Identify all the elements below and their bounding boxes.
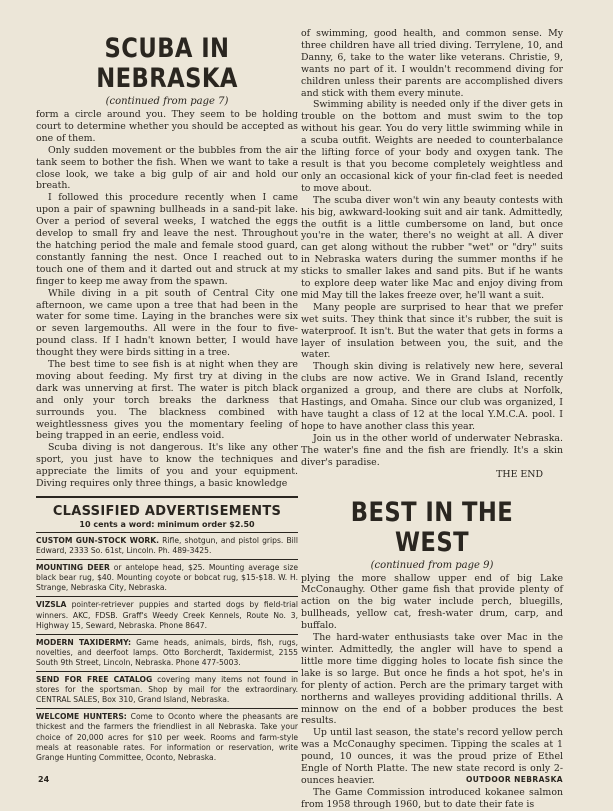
classified-ad bbox=[36, 600, 298, 630]
scuba-paragraph: The scuba diver won't win any beauty contests with his big, awkward-looking suit and air tank. Admittedly, the outfit is a little cumbersome on land, but once you're in the water, there's no weight at all. A diver can get along without the rubber "wet" or "dry" suits in Nebraska waters during the summer months if he sticks to smaller lakes and sand pits. But if he wants to explore deep water like Mac and enjoy diving from mid May till the lakes freeze over, he'll want a suit. bbox=[301, 194, 563, 301]
ad-heading: VIZSLA bbox=[36, 600, 67, 610]
ad-body: Rifle, shotgun, and pistol grips. Bill Edward, 2333 So. 61st, Lincoln. Ph. 489-3425. bbox=[36, 536, 298, 556]
ad-divider bbox=[36, 559, 298, 560]
scuba-paragraph: form a circle around you. They seem to be holding court to determine whether you should be accepted as one of them. bbox=[36, 109, 298, 144]
scuba-paragraph: Only sudden movement or the bubbles from the air tank seem to bother the fish. When we want to take a close look, we take a big gulp of air and hold our breath. bbox=[36, 144, 298, 192]
scuba-paragraph: While diving in a pit south of Central City one afternoon, we came upon a tree that had been in the water for some time. Laying in the branches were six or seven largemouths. All were in the four to five-pound class. If I hadn't known better, I would have thought they were birds sitting in a tree. bbox=[36, 287, 298, 359]
article-title-best-west: BEST IN THE WEST bbox=[350, 496, 514, 558]
ad-heading: WELCOME HUNTERS: bbox=[36, 712, 127, 722]
classified-ad bbox=[36, 536, 298, 556]
magazine-name: OUTDOOR NEBRASKA bbox=[465, 775, 563, 784]
ad-heading: MODERN TAXIDERMY: bbox=[36, 637, 131, 647]
scuba-paragraph: Many people are surprised to hear that we prefer wet suits. They think that since it's rubber, the suit is waterproof. It isn't. But the water that gets in forms a layer of insulation between you, the suit, and the water. bbox=[301, 301, 563, 361]
best-west-paragraph: plying the more shallow upper end of big Lake McConaughy. Other game fish that provide plenty of action on the big water include perch, bluegills, bullheads, yellow cat, fresh-water drum, carp, and buffalo. bbox=[301, 572, 563, 632]
ad-divider bbox=[36, 671, 298, 672]
scuba-paragraph: Though skin diving is relatively new here, several clubs are now active. We in Grand Island, recently organized a group, and there are clubs at Norfolk, Hastings, and Omaha. Since our club was organized, I have taught a class of 12 at the local Y.M.C.A. pool. I hope to have another class this year. bbox=[301, 361, 563, 432]
scuba-paragraph: I followed this procedure recently when I came upon a pair of spawning bullheads in a sand-pit lake. Over a period of several weeks, I watched the eggs develop to small fry and leave the nest. Throughout the hatching period the male and female stood guard, constantly fanning the nest. Once I reached out to touch one of them and it darted out and struck at my finger to keep me away from the spawn. bbox=[36, 192, 298, 287]
page-number: 24 bbox=[38, 775, 50, 784]
best-west-paragraph: Up until last season, the state's record yellow perch was a McConaughy specimen. Tipping the scales at 1 pound, 10 ounces, it was the proud prize of Ethel Engle of North Platte. The new state record is only 2-ounces heavier. bbox=[301, 727, 563, 786]
ad-body: Game heads, animals, birds, fish, rugs, novelties, and deerfoot lamps. Otto Borcherdt, Taxidermist, 2155 South 9th Street, Lincoln, Nebraska. Phone 477-5003. bbox=[36, 637, 298, 667]
classified-top-rule bbox=[36, 496, 298, 498]
ad-body: covering many items not found in stores for the sportsman. Shop by mail for the extraordinary. CENTRAL SALES, Box 310, Grand Island, Nebraska. bbox=[36, 675, 298, 705]
continued-note-scuba: (continued from page 7) bbox=[105, 96, 229, 107]
ad-divider bbox=[36, 634, 298, 635]
continued-note-best-west: (continued from page 9) bbox=[370, 559, 494, 571]
ad-body: or antelope head, $25. Mounting average size black bear rug, $40. Mounting coyote or bobcat rug, $15-$18. W. H. Strange, Nebraska City, Nebraska. bbox=[36, 563, 299, 593]
ad-divider bbox=[36, 708, 298, 709]
the-end-mark: THE END bbox=[496, 468, 543, 480]
ad-heading: MOUNTING DEER bbox=[36, 563, 110, 573]
scuba-paragraph: Scuba diving is not dangerous. It's like any other sport, you just have to know the techniques and appreciate the limits of you and your equipment. Diving requires only three things, a basic knowledge bbox=[36, 442, 298, 490]
ad-body: Come to Oconto where the pheasants are thickest and the farmers the friendliest in all Nebraska. Take your choice of 20,000 acres for $10 per week. Rooms and farm-style meals at reasonable rates. For information or reservation, write Grange Hunting Committee, Oconto, Nebraska. bbox=[36, 712, 298, 762]
scuba-paragraph: of swimming, good health, and common sense. My three children have all tried diving. Terrylene, 10, and Danny, 6, take to the water like veterans. Christie, 9, wants no part of it. I wouldn't recommend diving for children unless their parents are accomplished divers and stick with them every minute. bbox=[301, 28, 563, 99]
right-column bbox=[301, 28, 563, 811]
end-mark-row bbox=[301, 469, 563, 480]
ad-divider bbox=[36, 532, 298, 533]
left-column bbox=[36, 28, 298, 763]
ad-divider bbox=[36, 596, 298, 597]
scuba-paragraph: Swimming ability is needed only if the diver gets in trouble on the bottom and must swim to the top without his gear. You do very little swimming while in a scuba outfit. Weights are needed to counterbalance the lifting force of your body and oxygen tank. The result is that you become completely weightless and only an occasional kick of your fin-clad feet is needed to move about. bbox=[301, 99, 563, 194]
article-title-scuba: SCUBA IN NEBRASKA bbox=[96, 33, 238, 94]
classified-ad bbox=[36, 712, 298, 762]
best-west-paragraph: The hard-water enthusiasts take over Mac in the winter. Admittedly, the angler will have to spend a little more time digging holes to locate fish since the lake is so large. But once he finds a hot spot, he's in for plenty of action. Perch are the primary target with northerns and walleyes providing additional thrills. A minnow on the end of a bobber produces the best results. bbox=[301, 632, 563, 727]
classified-rate: 10 cents a word: minimum order $2.50 bbox=[79, 520, 255, 529]
classified-title: CLASSIFIED ADVERTISEMENTS bbox=[52, 504, 282, 519]
scuba-paragraph: The best time to see fish is at night when they are moving about feeding. My first try at diving in the dark was unnerving at first. The water is pitch black and only your torch breaks the darkness that surrounds you. The blackness combined with weightlessness gives you the momentary feeling of being trapped in an eerie, endless void. bbox=[36, 359, 298, 442]
classified-ad bbox=[36, 675, 298, 705]
ad-heading: SEND FOR FREE CATALOG bbox=[36, 675, 153, 685]
best-west-paragraph: The Game Commission introduced kokanee salmon from 1958 through 1960, but to date their fate is bbox=[301, 786, 563, 810]
scuba-paragraph: Join us in the other world of underwater Nebraska. The water's fine and the fish are friendly. It's a skin diver's paradise. bbox=[301, 432, 563, 468]
classified-ad bbox=[36, 563, 298, 593]
ad-body: pointer-retriever puppies and started dogs by field-trial winners. AKC, FDSB. Graff's Weedy Creek Kennels, Route No. 3, Highway 15, Seward, Nebraska. Phone 8647. bbox=[36, 600, 298, 630]
classified-ad bbox=[36, 638, 298, 668]
ad-heading: CUSTOM GUN-STOCK WORK. bbox=[36, 536, 160, 545]
